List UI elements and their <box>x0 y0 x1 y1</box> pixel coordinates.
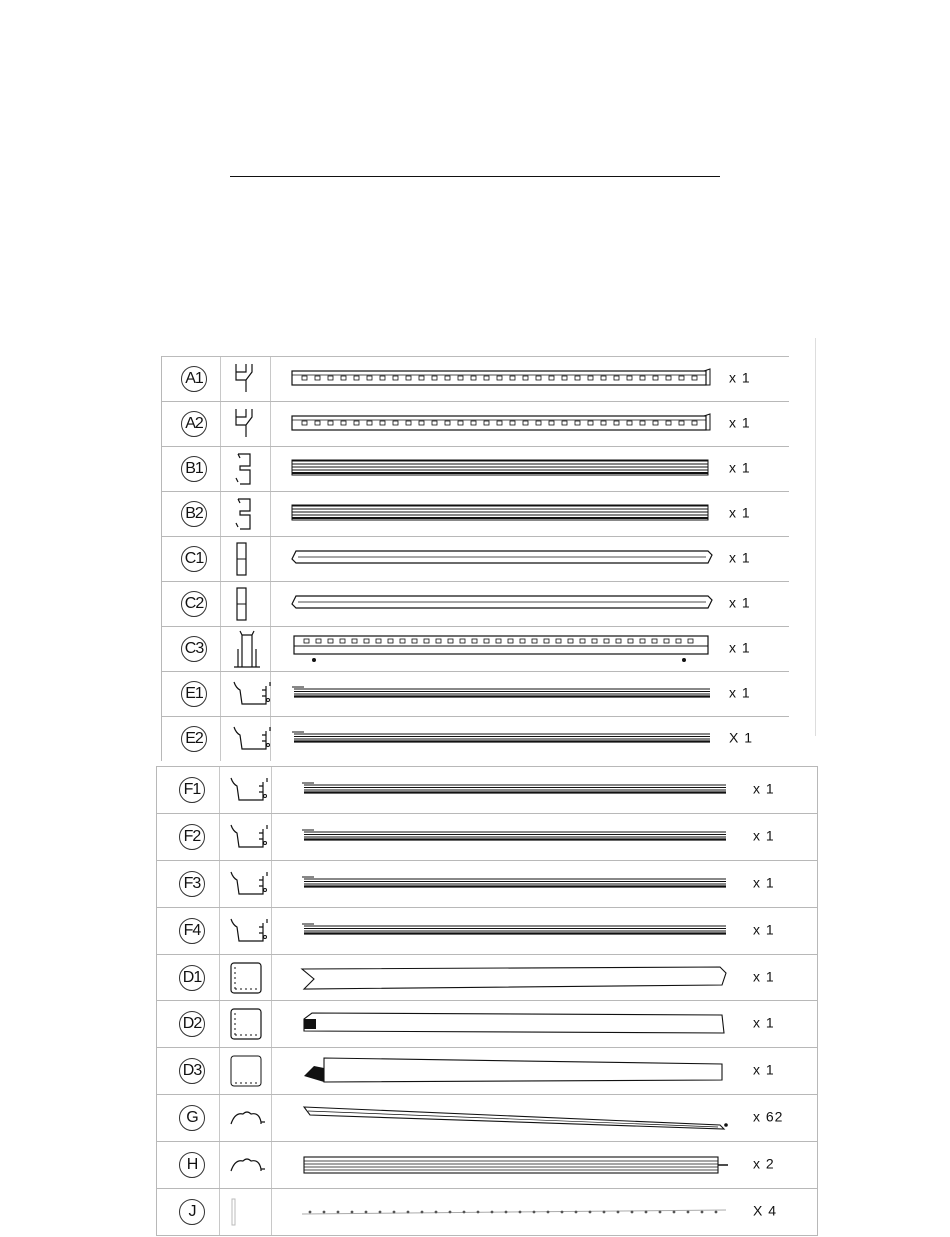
column-divider <box>271 767 272 813</box>
part-label: A2 <box>181 411 207 437</box>
column-divider <box>219 814 220 860</box>
part-drawing <box>290 412 714 436</box>
part-drawing <box>290 682 714 706</box>
part-row <box>162 401 789 446</box>
part-profile-icon <box>232 362 256 396</box>
part-label: B2 <box>181 501 207 527</box>
part-drawing <box>290 502 714 526</box>
column-divider <box>271 955 272 1001</box>
part-drawing <box>300 1200 730 1224</box>
part-quantity: x 1 <box>729 594 751 611</box>
part-row <box>162 356 789 401</box>
part-row <box>162 536 789 581</box>
part-quantity: x 1 <box>753 827 775 844</box>
part-profile-icon <box>229 917 269 945</box>
column-divider <box>219 861 220 907</box>
parts-table-1 <box>161 356 789 761</box>
column-divider <box>271 1189 272 1235</box>
part-label: C2 <box>181 591 207 617</box>
column-divider <box>219 1142 220 1188</box>
part-drawing <box>290 367 714 391</box>
part-label: F1 <box>179 777 205 803</box>
column-divider <box>220 357 221 401</box>
part-label: D3 <box>179 1058 205 1084</box>
part-label: A1 <box>181 366 207 392</box>
part-profile-icon <box>229 870 269 898</box>
part-quantity: x 1 <box>729 414 751 431</box>
part-row <box>157 1188 817 1235</box>
column-divider <box>270 537 271 581</box>
part-drawing <box>300 1153 730 1177</box>
part-drawing <box>300 1009 730 1039</box>
column-divider <box>220 672 221 716</box>
column-divider <box>270 402 271 446</box>
part-profile-icon <box>229 1108 267 1128</box>
part-quantity: x 1 <box>729 639 751 656</box>
column-divider <box>219 1189 220 1235</box>
part-profile-icon <box>229 1197 239 1227</box>
part-drawing <box>300 1056 730 1086</box>
part-label: D2 <box>179 1011 205 1037</box>
part-profile-icon <box>232 541 252 577</box>
part-profile-icon <box>229 961 263 995</box>
column-divider <box>220 717 221 761</box>
column-divider <box>219 1048 220 1094</box>
column-divider <box>270 582 271 626</box>
part-quantity: x 1 <box>729 549 751 566</box>
part-quantity: x 1 <box>753 1061 775 1078</box>
part-label: J <box>179 1199 205 1225</box>
part-profile-icon <box>232 407 256 441</box>
column-divider <box>220 582 221 626</box>
part-row <box>162 581 789 626</box>
part-drawing <box>290 634 714 664</box>
part-label: F4 <box>179 918 205 944</box>
part-row <box>157 766 817 813</box>
part-profile-icon <box>229 1007 263 1041</box>
parts-table-2 <box>156 766 818 1236</box>
part-profile-icon <box>232 725 272 753</box>
column-divider <box>271 861 272 907</box>
column-divider <box>271 814 272 860</box>
part-label: F3 <box>179 871 205 897</box>
part-drawing <box>290 547 714 571</box>
part-profile-icon <box>229 823 269 851</box>
part-quantity: x 1 <box>753 780 775 797</box>
part-profile-icon <box>232 680 272 708</box>
part-quantity: x 1 <box>729 504 751 521</box>
part-quantity: x 1 <box>753 1014 775 1031</box>
part-row <box>157 907 817 954</box>
column-divider <box>271 1095 272 1141</box>
column-divider <box>219 767 220 813</box>
column-divider <box>220 492 221 536</box>
part-quantity: x 1 <box>729 684 751 701</box>
column-divider <box>270 492 271 536</box>
column-divider <box>220 402 221 446</box>
column-divider <box>220 537 221 581</box>
part-quantity: X 1 <box>729 729 754 746</box>
column-divider <box>271 1048 272 1094</box>
column-divider <box>219 955 220 1001</box>
part-label: G <box>179 1105 205 1131</box>
part-quantity: x 2 <box>753 1155 775 1172</box>
part-drawing <box>300 825 730 849</box>
part-row <box>157 860 817 907</box>
column-divider <box>271 908 272 954</box>
part-drawing <box>300 872 730 896</box>
part-drawing <box>300 778 730 802</box>
part-row <box>162 446 789 491</box>
title-underline <box>230 176 720 177</box>
part-row <box>157 1047 817 1094</box>
part-profile-icon <box>229 1155 267 1175</box>
column-divider <box>271 1001 272 1047</box>
part-label: C3 <box>181 636 207 662</box>
part-row <box>157 1141 817 1188</box>
part-row <box>162 671 789 716</box>
part-row <box>162 626 789 671</box>
part-quantity: x 1 <box>753 967 775 984</box>
part-drawing <box>300 919 730 943</box>
part-drawing <box>290 592 714 616</box>
part-profile-icon <box>232 497 256 531</box>
part-row <box>157 1000 817 1047</box>
part-quantity: x 1 <box>729 369 751 386</box>
part-profile-icon <box>229 776 269 804</box>
part-row <box>157 813 817 860</box>
part-drawing <box>300 1103 730 1133</box>
part-profile-icon <box>232 452 256 486</box>
part-profile-icon <box>232 629 262 669</box>
column-divider <box>271 1142 272 1188</box>
part-label: D1 <box>179 965 205 991</box>
part-profile-icon <box>229 1054 263 1088</box>
column-divider <box>270 357 271 401</box>
part-profile-icon <box>232 586 252 622</box>
part-drawing <box>290 727 714 751</box>
part-quantity: X 4 <box>753 1202 778 1219</box>
column-divider <box>270 627 271 671</box>
part-label: B1 <box>181 456 207 482</box>
part-label: H <box>179 1152 205 1178</box>
part-drawing <box>290 457 714 481</box>
part-quantity: x 1 <box>753 921 775 938</box>
column-divider <box>219 1095 220 1141</box>
part-label: F2 <box>179 824 205 850</box>
column-divider <box>219 908 220 954</box>
part-quantity: x 1 <box>753 874 775 891</box>
column-divider <box>270 447 271 491</box>
part-drawing <box>300 963 730 993</box>
part-row <box>157 954 817 1001</box>
part-label: E1 <box>181 681 207 707</box>
column-divider <box>219 1001 220 1047</box>
part-label: E2 <box>181 726 207 752</box>
table-edge-line <box>815 338 816 736</box>
part-row <box>162 716 789 761</box>
part-quantity: x 1 <box>729 459 751 476</box>
part-quantity: x 62 <box>753 1108 784 1125</box>
part-row <box>157 1094 817 1141</box>
part-row <box>162 491 789 536</box>
part-label: C1 <box>181 546 207 572</box>
column-divider <box>220 627 221 671</box>
column-divider <box>220 447 221 491</box>
